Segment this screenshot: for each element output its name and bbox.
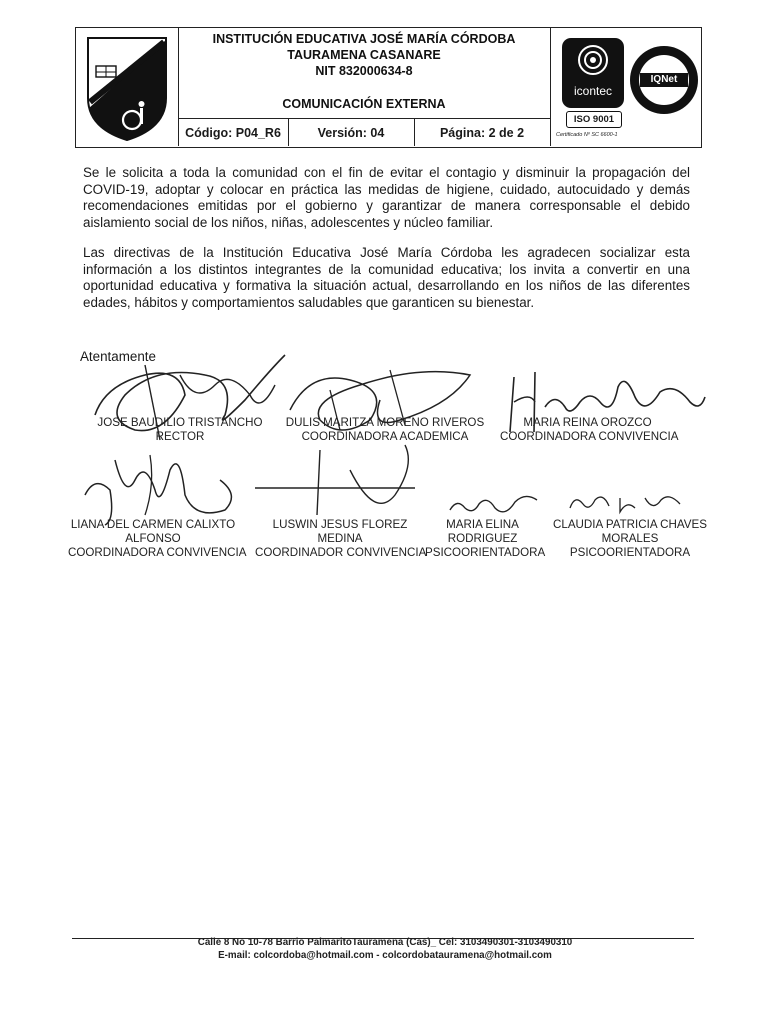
signatory-name: DULIS MARITZA MORENO RIVEROS	[285, 416, 485, 429]
signatory-role: RECTOR	[155, 430, 205, 443]
signature-claudia	[565, 490, 685, 520]
icontec-label: icontec	[573, 84, 613, 98]
body-paragraph-1: Se le solicita a toda la comunidad con el fin de evitar el contagio y disminuir la propagación del COVID-19, adoptar y colocar en práctica las medidas de higiene, cuidado, autocuidado y demás recomendaciones emitidas por el gobierno y garantizar de manera corresponsable el debido aislamiento social de los niños, niñas, adolescentes y núcleo familiar.	[83, 165, 690, 230]
header-title-cell	[178, 28, 551, 146]
icontec-icon	[562, 38, 624, 86]
signature-luswin	[255, 440, 430, 525]
signatory-role: COORDINADORA CONVIVENCIA	[500, 430, 679, 443]
logo-cell	[76, 28, 179, 146]
iqnet-badge	[630, 46, 698, 114]
institution-name: INSTITUCIÓN EDUCATIVA JOSÉ MARÍA CÓRDOBA	[212, 32, 516, 46]
closing-text: Atentamente	[80, 349, 156, 364]
certificate-number: Certificado Nº SC 6600-1	[556, 132, 618, 138]
signatory-role: COORDINADORA ACADEMICA	[301, 430, 469, 443]
signatory-name-cont: ALFONSO	[125, 532, 181, 545]
document-version: Versión: 04	[317, 126, 385, 140]
institution-location: TAURAMENA CASANARE	[287, 48, 441, 62]
signature-liana	[75, 440, 240, 530]
header-divider	[178, 118, 550, 119]
certification-cell	[550, 28, 700, 146]
signatory-name: CLAUDIA PATRICIA CHAVES	[553, 518, 707, 531]
document-page: Página: 2 de 2	[439, 126, 525, 140]
signatory-name-cont: MEDINA	[317, 532, 363, 545]
body-paragraph-2: Las directivas de la Institución Educativa José María Córdoba les agradecen socializar esta información a los distintos integrantes de la comunidad educativa; los invita a convertir en una oportunidad educativa y formativa la situación actual, desarrollando en los niños de las diferentes edades, hábitos y comportamientos saludables que garanticen su bienestar.	[83, 245, 690, 310]
footer-email: E-mail: colcordoba@hotmail.com - colcordobatauramena@hotmail.com	[218, 950, 552, 961]
signatory-role: PSICOORIENTADORA	[425, 546, 546, 559]
document-header	[75, 27, 702, 148]
signatory-name: MARIA ELINA	[446, 518, 519, 531]
signatory-name: JOSE BAUDILIO TRISTANCHO	[97, 416, 263, 429]
signatory-name: MARIA REINA OROZCO	[523, 416, 652, 429]
iso-badge: ISO 9001	[566, 111, 622, 128]
footer-address: Calle 8 No 10-78 Barrio PalmaritoTauramena (Cas)_ Cel: 3103490301-3103490310	[197, 937, 573, 948]
signatory-name-cont: RODRIGUEZ	[447, 532, 518, 545]
institution-nit: NIT 832000634-8	[315, 64, 413, 78]
signatory-name: LIANA DEL CARMEN CALIXTO	[70, 518, 236, 531]
signatory-role: PSICOORIENTADORA	[569, 546, 691, 559]
signatory-role: COORDINADORA CONVIVENCIA	[68, 546, 247, 559]
signatory-name: LUSWIN JESUS FLOREZ	[272, 518, 408, 531]
document-code: Código: P04_R6	[185, 126, 281, 140]
signatory-name-cont: MORALES	[601, 532, 659, 545]
document-type: COMUNICACIÓN EXTERNA	[282, 97, 446, 111]
icontec-badge	[562, 38, 624, 108]
signatory-role: COORDINADOR CONVIVENCIA	[255, 546, 427, 559]
institution-shield-logo	[76, 28, 178, 146]
iqnet-label: IQNet	[640, 73, 688, 87]
